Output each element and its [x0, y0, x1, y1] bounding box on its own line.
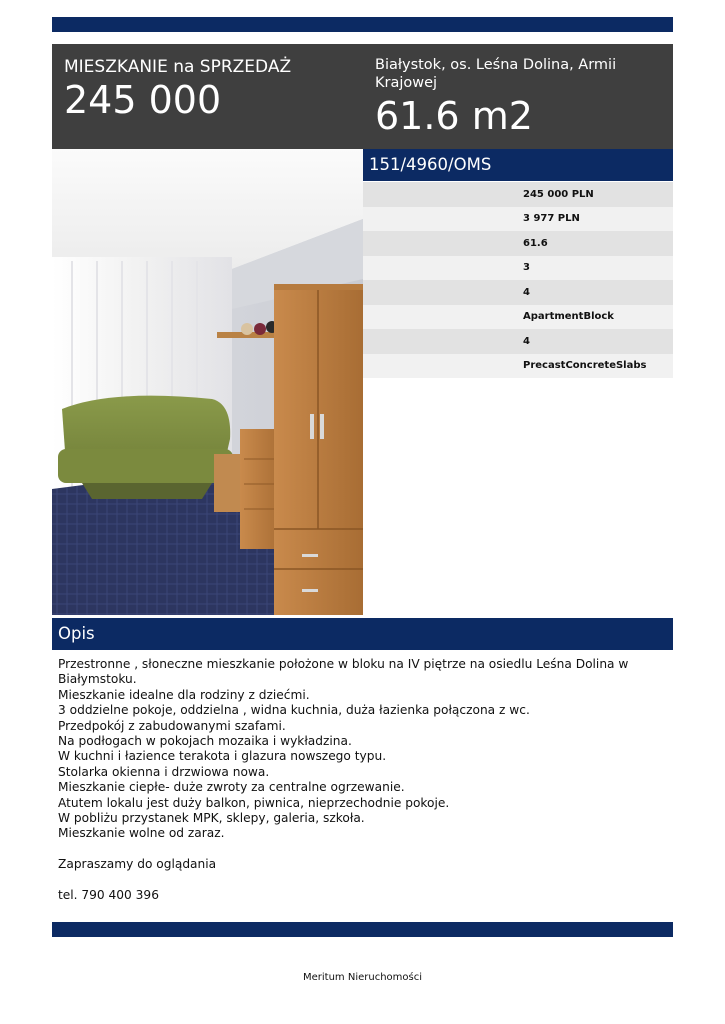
- description-line: [58, 873, 668, 888]
- description-line: tel. 790 400 396: [58, 888, 159, 903]
- description-line: Stolarka okienna i drzwiowa nowa.: [58, 764, 270, 779]
- description-line: Mieszkanie idealne dla rodziny z dziećmi.: [58, 687, 310, 702]
- param-row-price: 245 000 PLN: [363, 182, 673, 207]
- param-row-rooms: 3: [363, 256, 673, 281]
- description-line: Atutem lokalu jest duży balkon, piwnica, nieprzechodnie pokoje.: [58, 795, 450, 810]
- param-row-building-type: ApartmentBlock: [363, 305, 673, 330]
- description-line: Mieszkanie wolne od zaraz.: [58, 826, 225, 841]
- param-row-material: PrecastConcreteSlabs: [363, 354, 673, 379]
- listing-header: [52, 44, 673, 149]
- footer-agency: Meritum Nieruchomości: [302, 972, 422, 983]
- listing-area: 61.6 m2: [375, 94, 533, 138]
- description-line: Mieszkanie ciepłe- duże zwroty za centralne ogrzewanie.: [58, 780, 405, 795]
- listing-type: MIESZKANIE na SPRZEDAŻ: [64, 57, 292, 77]
- param-row-area: 61.6: [363, 231, 673, 256]
- description-line: Na podłogach w pokojach mozaika i wykładzina.: [58, 734, 352, 749]
- param-row-floors-total: 4: [363, 329, 673, 354]
- property-photo: [52, 149, 363, 615]
- top-decorative-bar: [52, 17, 673, 32]
- description-line: [58, 842, 668, 857]
- reference-number: 151/4960/OMS: [363, 149, 673, 181]
- description-heading: Opis: [52, 618, 673, 650]
- listing-price: 245 000: [64, 78, 222, 122]
- description-line: Zapraszamy do oglądania: [58, 857, 217, 872]
- description-line: W kuchni i łazience terakota i glazura nowszego typu.: [58, 749, 387, 764]
- description-line: W pobliżu przystanek MPK, sklepy, galeria, szkoła.: [58, 811, 365, 826]
- description-line: Przestronne , słoneczne mieszkanie położone w bloku na IV piętrze na osiedlu Leśna Dolina w Białymstoku.: [58, 657, 629, 687]
- params-table: [363, 182, 673, 378]
- listing-location: Białystok, os. Leśna Dolina, Armii Krajowej: [375, 57, 617, 91]
- header-right: [375, 56, 665, 138]
- description-line: 3 oddzielne pokoje, oddzielna , widna kuchnia, duża łazienka połączona z wc.: [58, 703, 530, 718]
- param-row-floor: 4: [363, 280, 673, 305]
- param-row-price-per-m2: 3 977 PLN: [363, 207, 673, 232]
- bottom-decorative-bar: [52, 922, 673, 937]
- description-line: Przedpokój z zabudowanymi szafami.: [58, 718, 286, 733]
- header-left: [64, 56, 354, 122]
- description-text: [58, 657, 668, 903]
